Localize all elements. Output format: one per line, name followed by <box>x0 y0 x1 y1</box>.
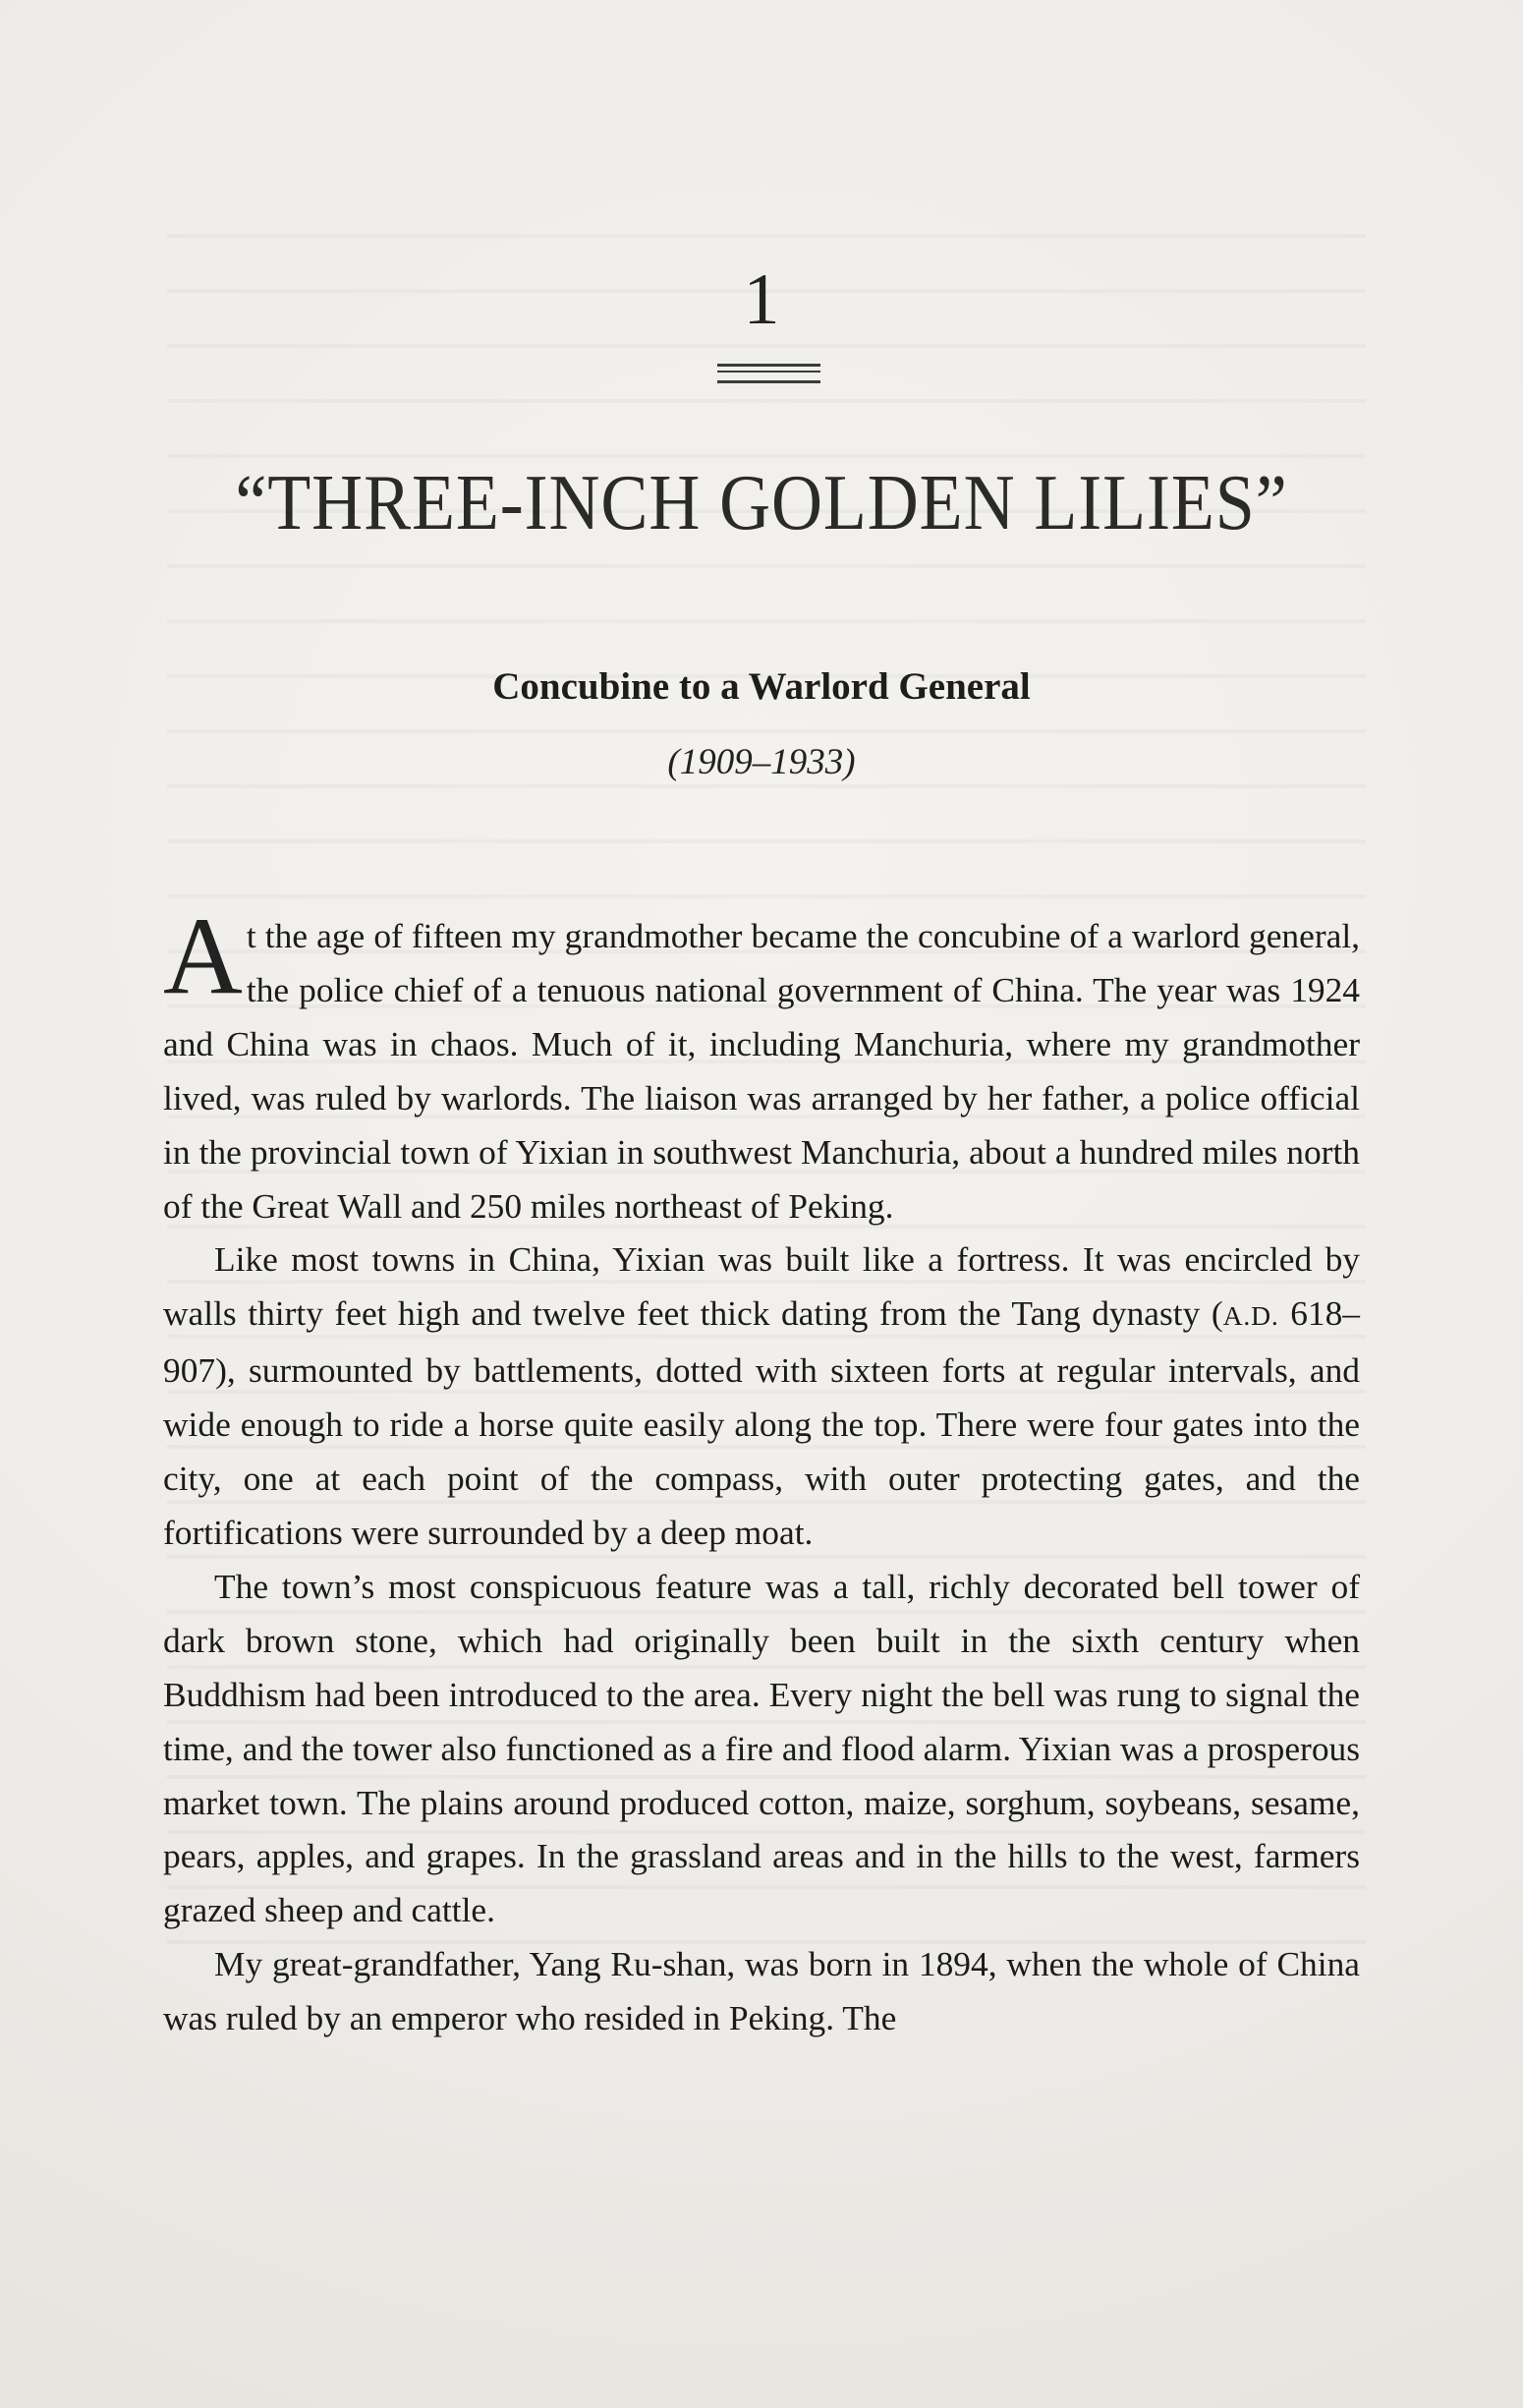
paragraph-1 <box>163 895 1360 1233</box>
drop-cap: A <box>163 895 243 1017</box>
chapter-subtitle: Concubine to a Warlord General <box>492 665 1031 708</box>
chapter-dates: (1909–1933) <box>667 742 856 782</box>
paragraph-3: The town’s most conspicuous feature was a tall, richly decorated bell tower of dark brown stone, which had originally been built in the sixth century when Buddhism had been introduced to the area. Every night the bell was rung to signal the time, and the tower also functioned as a fire and flood alarm. Yixian was a prosperous market town. The plains around produced cotton, maize, sorghum, soybeans, sesame, pears, apples, and grapes. In the grassland areas and in the hills to the west, farmers grazed sheep and cattle. <box>163 1566 1360 1930</box>
chapter-number: 1 <box>743 259 780 340</box>
body-text <box>163 895 1360 2045</box>
chapter-ornament-rule <box>717 364 820 383</box>
paragraph-4: My great-grandfather, Yang Ru-shan, was born in 1894, when the whole of China was ruled by an emperor who resided in Peking. The <box>163 1944 1360 2038</box>
paragraph-2-text-a: Like most towns in China, Yixian was built like a fortress. It was encircled by walls thirty feet high and twelve feet thick dating from the Tang dynasty ( <box>163 1239 1360 1334</box>
paragraph-1-text: t the age of fifteen my grandmother became the concubine of a warlord general, the police chief of a tenuous national government of China. The year was 1924 and China was in chaos. Much of it, including Manchuria, where my grandmother lived, was ruled by warlords. The liaison was arranged by her father, a police official in the provincial town of Yixian in southwest Manchuria, about a hundred miles north of the Great Wall and 250 miles northeast of Peking. <box>163 916 1360 1226</box>
chapter-title: “THREE-INCH GOLDEN LILIES” <box>235 460 1288 546</box>
era-abbreviation: A.D. <box>1222 1300 1279 1332</box>
paragraph-2 <box>163 1233 1360 1559</box>
paragraph-2-text-b: 618–907), surmounted by battlements, dotted with sixteen forts at regular intervals, and wide enough to ride a horse quite easily along the top. There were four gates into the city, one at each point of the compass, with outer protecting gates, and the fortifications were surrounded by a deep moat. <box>163 1293 1360 1552</box>
